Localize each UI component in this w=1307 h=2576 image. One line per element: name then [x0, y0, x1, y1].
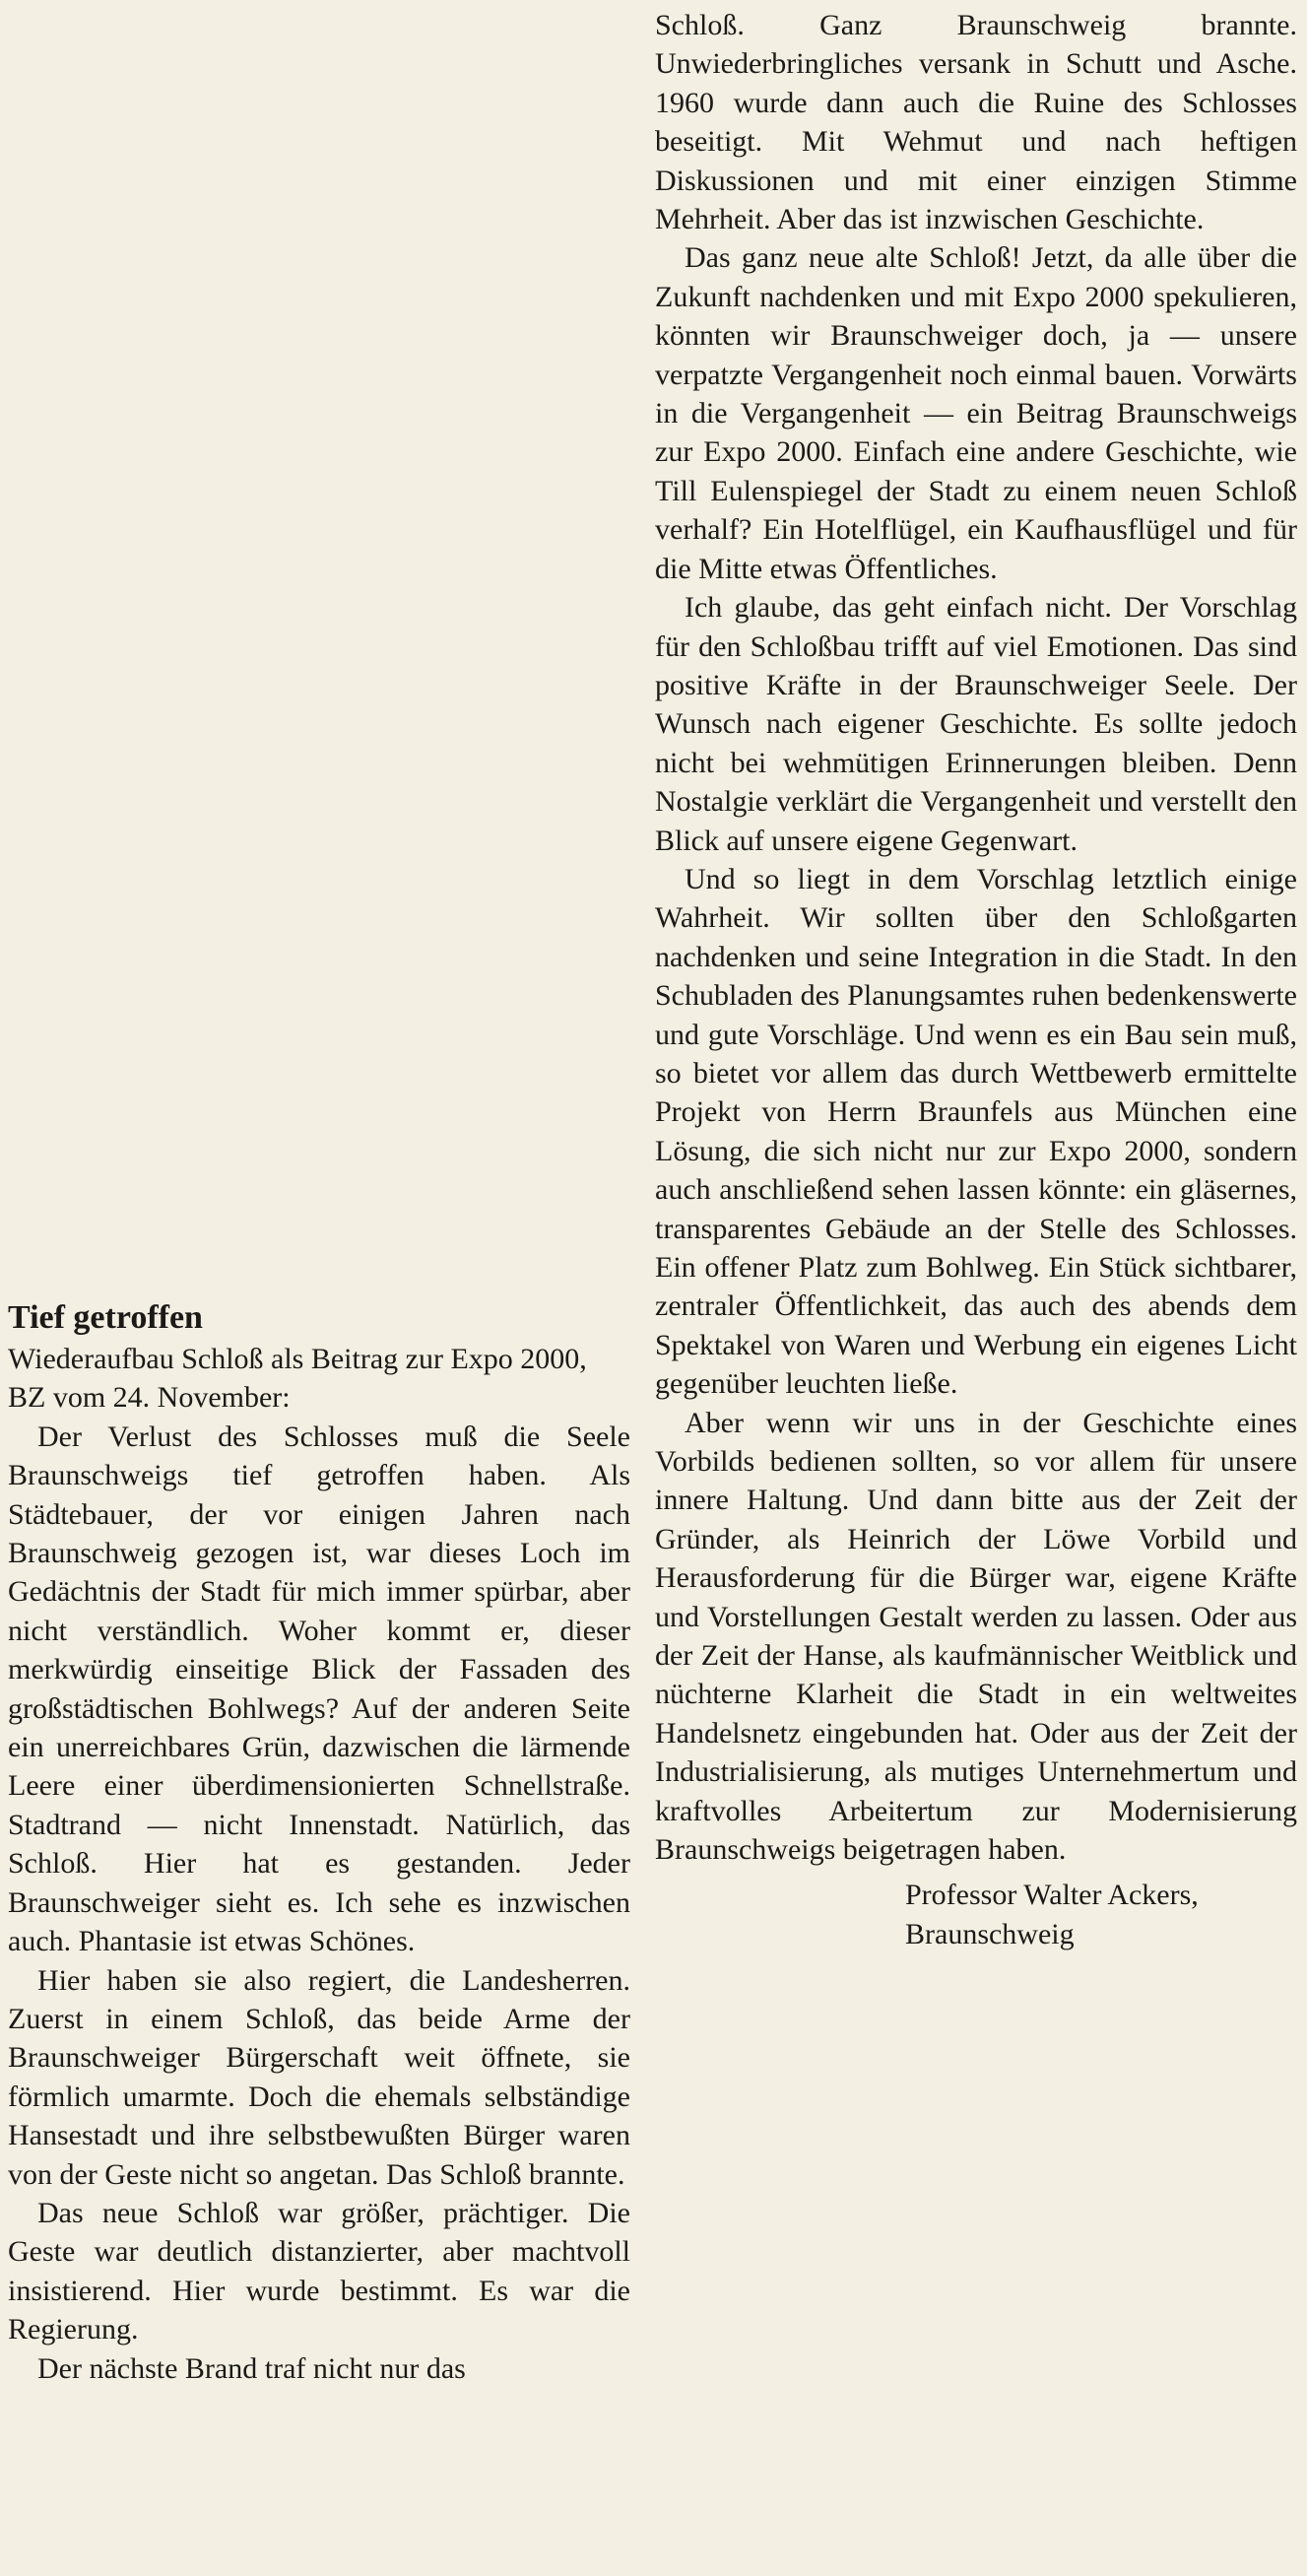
paragraph: Der Verlust des Schlosses muß die Seele Braunschweigs tief getroffen haben. Als Städtebauer, der vor einigen Jahren nach Braunschweig gezogen ist, war dieses Loch im Gedächtnis der Stadt für mich immer spürbar, aber nicht verständlich. Woher kommt er, dieser merkwürdig einseitige Blick der Fassaden des großstädtischen Bohlwegs? Auf der anderen Seite ein unerreichbares Grün, dazwischen die lärmende Leere einer überdimensionierten Schnellstraße. Stadtrand — nicht Innenstadt. Natürlich, das Schloß. Hier hat es gestanden. Jeder Braunschweiger sieht es. Ich sehe es inzwischen auch. Phantasie ist etwas Schönes. [8, 1420, 630, 1958]
paragraph: Ich glaube, das geht einfach nicht. Der Vorschlag für den Schloßbau trifft auf viel Emotionen. Das sind positive Kräfte in der Braunschweiger Seele. Der Wunsch nach eigener Geschichte. Es sollte jedoch nicht bei wehmütigen Erinnerungen bleiben. Denn Nostalgie verklärt die Vergangenheit und verstellt den Blick auf unsere eigene Gegenwart. [655, 591, 1297, 857]
paragraph: Und so liegt in dem Vorschlag letztlich einige Wahrheit. Wir sollten über den Schloßgarten nachdenken und seine Integration in die Stadt. In den Schubladen des Planungsamtes ruhen bedenkenswerte und gute Vorschläge. Und wenn es ein Bau sein muß, so bietet vor allem das durch Wettbewerb ermittelte Projekt von Herrn Braunfels aus München eine Lösung, die sich nicht nur zur Expo 2000, sondern auch anschließend sehen lassen könnte: ein gläsernes, transparentes Gebäude an der Stelle des Schlosses. Ein offener Platz zum Bohlweg. Ein Stück sichtbarer, zentraler Öffentlichkeit, das auch des abends dem Spektakel von Waren und Werbung ein eigenes Licht gegenüber leuchten ließe. [655, 862, 1297, 1401]
author-signature [655, 1876, 1297, 1954]
letter-reference: Wiederaufbau Schloß als Beitrag zur Expo 2000, BZ vom 24. November: [8, 1343, 587, 1415]
paragraph: Aber wenn wir uns in der Geschichte eines Vorbilds bedienen sollten, so vor allem für unsere innere Haltung. Und dann bitte aus der Zeit der Gründer, als Heinrich der Löwe Vorbild und Herausforderung für die Bürger war, eigene Kräfte und Vorstellungen Gestalt werden zu lassen. Oder aus der Zeit der Hanse, als kaufmännischer Weitblick und nüchterne Klarheit die Stadt in ein weltweites Handelsnetz eingebunden hat. Oder aus der Zeit der Industrialisierung, als mutiges Unternehmertum und kraftvolles Arbeitertum zur Modernisierung Braunschweigs beigetragen haben. [655, 1406, 1297, 1867]
right-column [655, 6, 1297, 1954]
paragraph: Das neue Schloß war größer, prächtiger. Die Geste war deutlich distanzierter, aber machtvoll insistierend. Hier wurde bestimmt. Es war die Regierung. [8, 2196, 630, 2346]
paragraph: Das ganz neue alte Schloß! Jetzt, da alle über die Zukunft nachdenken und mit Expo 2000 spekulieren, könnten wir Braunschweiger doch, ja — unsere verpatzte Vergangenheit noch einmal bauen. Vorwärts in die Vergangenheit — ein Beitrag Braunschweigs zur Expo 2000. Einfach eine andere Geschichte, wie Till Eulenspiegel der Stadt zu einem neuen Schloß verhalf? Ein Hotelflügel, ein Kaufhausflügel und für die Mitte etwas Öffentliches. [655, 241, 1297, 585]
paragraph-continuation: Schloß. Ganz Braunschweig brannte. Unwiederbringliches versank in Schutt und Asche. 1960 wurde dann auch die Ruine des Schlosses beseitigt. Mit Wehmut und nach heftigen Diskussionen und mit einer einzigen Stimme Mehrheit. Aber das ist inzwischen Geschichte. [655, 9, 1297, 236]
letter-headline: Tief getroffen [8, 1299, 203, 1336]
paragraph: Hier haben sie also regiert, die Landesherren. Zuerst in einem Schloß, das beide Arme der Braunschweiger Bürgerschaft weit öffnete, sie förmlich umarmte. Doch die ehemals selbständige Hansestadt und ihre selbstbewußten Bürger waren von der Geste nicht so angetan. Das Schloß brannte. [8, 1963, 630, 2191]
author-city: Braunschweig [905, 1917, 1075, 1950]
paragraph: Der nächste Brand traf nicht nur das [37, 2351, 466, 2385]
author-name: Professor Walter Ackers, [905, 1878, 1199, 1911]
left-column [8, 1298, 630, 2388]
